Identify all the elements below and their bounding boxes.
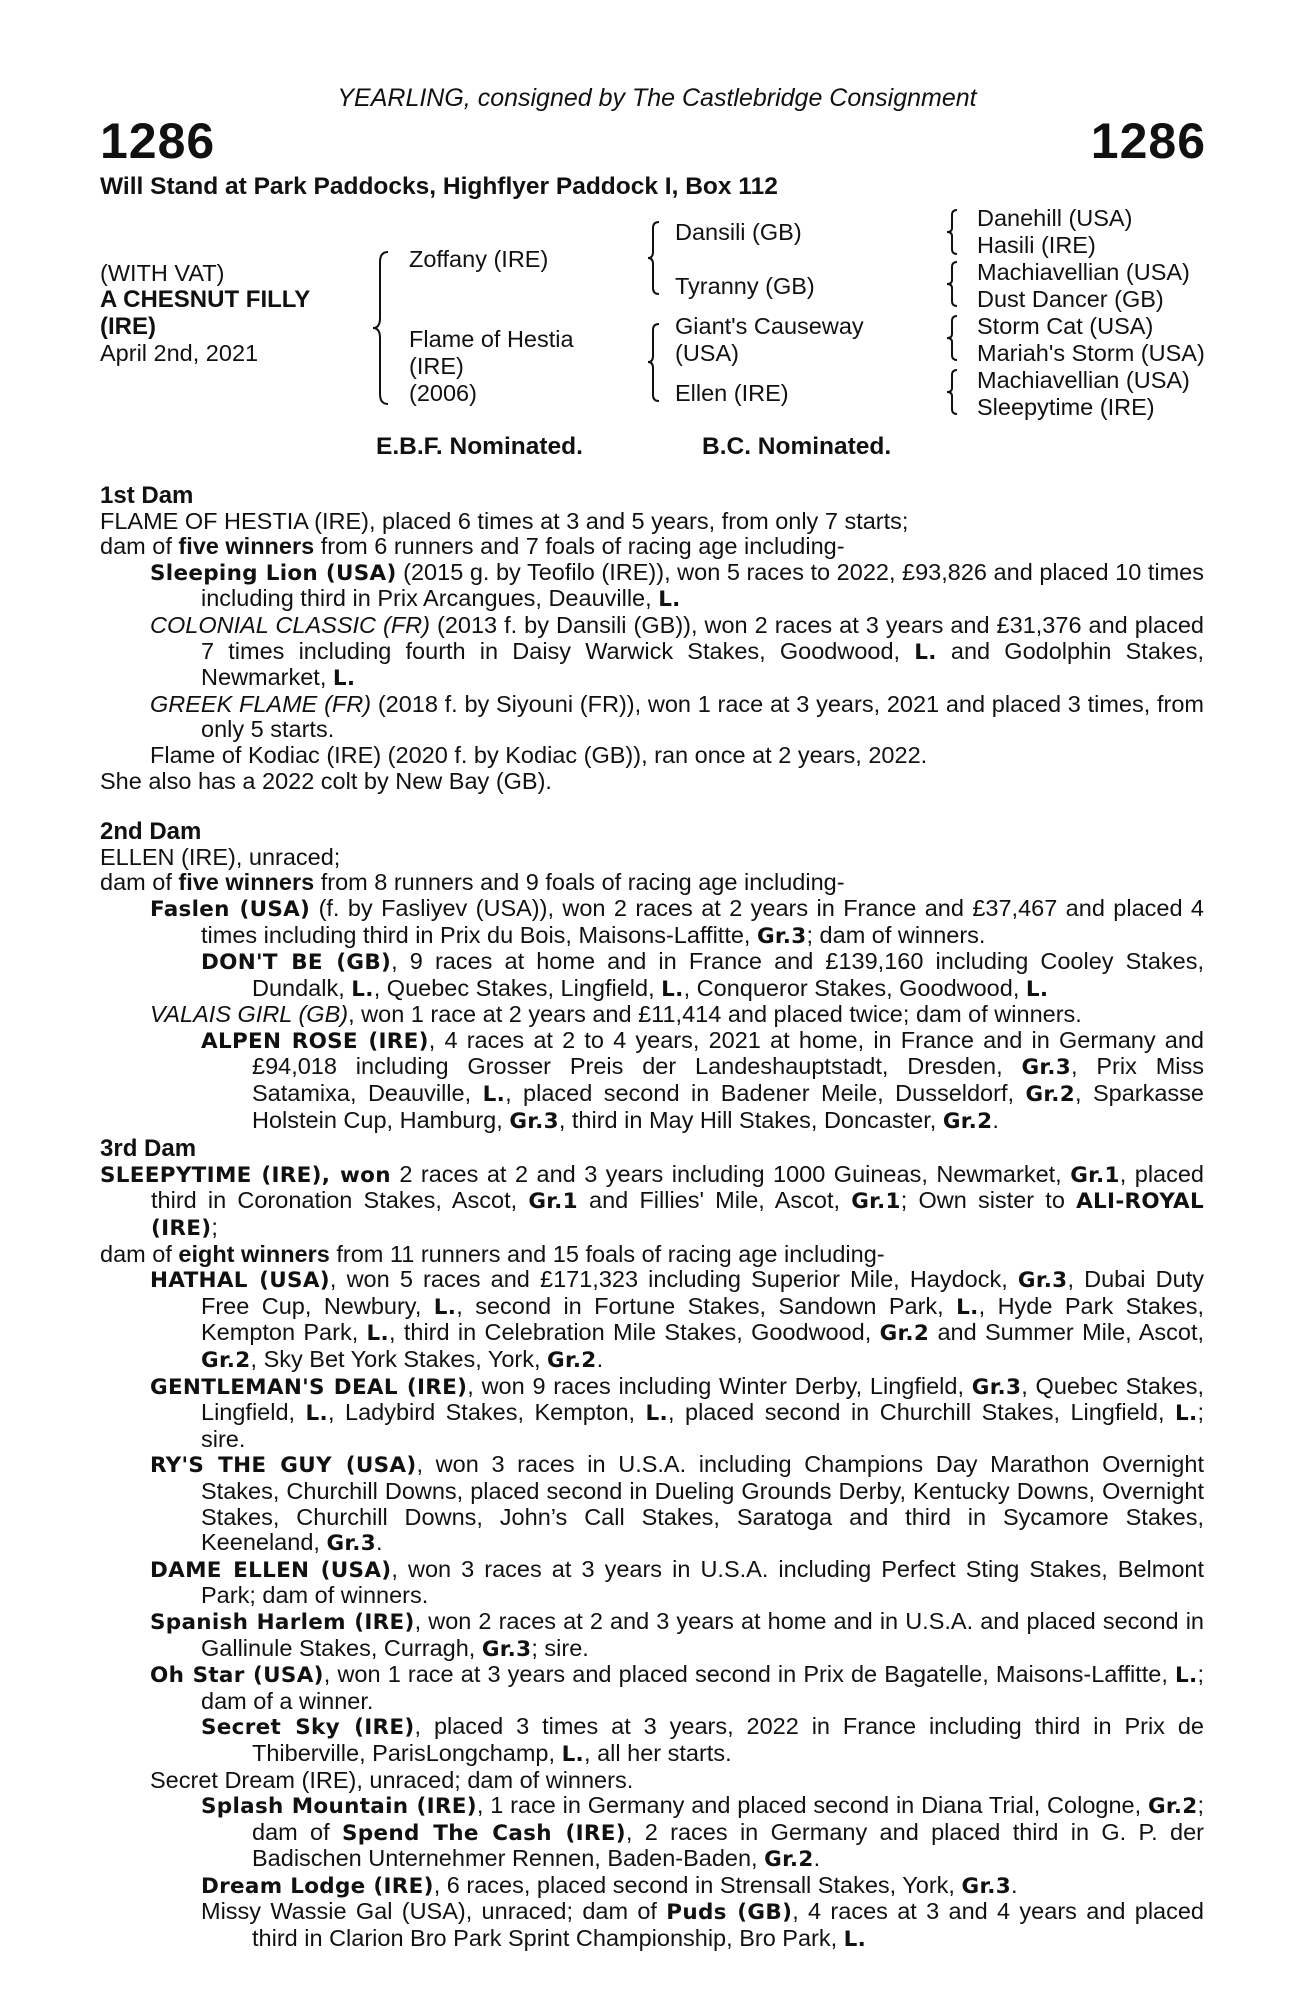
pedigree-dam-line2: (IRE) [409, 353, 464, 379]
second-dam-produce-intro: dam of five winners from 8 runners and 9 foals of racing age including- [100, 869, 845, 896]
first-dam-heading: 1st Dam [100, 482, 194, 509]
foaling-date: April 2nd, 2021 [100, 340, 259, 366]
grand-produce-entry: Dream Lodge (IRE), 6 races, placed second in Strensall Stakes, York, Gr.3. [201, 1871, 1018, 1899]
pedigree-dam-dam: Ellen (IRE) [675, 380, 789, 406]
pedigree-brace-ss [944, 207, 962, 257]
pedigree-gen3-2: Hasili (IRE) [977, 232, 1096, 258]
lot-number-right: 1286 [1090, 113, 1206, 169]
produce-note: She also has a 2022 colt by New Bay (GB). [100, 767, 552, 794]
third-dam-summary: SLEEPYTIME (IRE), won 2 races at 2 and 3 years including 1000 Guineas, Newmarket, Gr.1, placed third in Coronation Stakes, Ascot, Gr.1 and Fillies' Mile, Ascot, Gr.1; Own sister to ALI-ROYAL (IRE); [100, 1160, 1204, 1242]
produce-entry: COLONIAL CLASSIC (FR) (2013 f. by Dansili (GB)), won 2 races at 3 years and £31,376 and placed 7 times including fourth in Daisy Warwick Stakes, Goodwood, L. and Godolphin Stakes, Newmarket, L. [150, 611, 1204, 692]
pedigree-sire: Zoffany (IRE) [409, 246, 549, 272]
grand-produce-entry: Splash Mountain (IRE), 1 race in Germany and placed second in Diana Trial, Cologne, Gr.2; dam of Spend The Cash (IRE), 2 races in Germany and placed third in G. P. der Badischen Unternehmer Rennen, Baden-Baden, Gr.2. [201, 1792, 1204, 1873]
produce-entry: Sleeping Lion (USA) (2015 g. by Teofilo (IRE)), won 5 races to 2022, £93,826 and placed 10 times including third in Prix Arcangues, Deauville, L. [150, 558, 1204, 613]
pedigree-brace-dd [944, 367, 962, 417]
produce-entry: Flame of Kodiac (IRE) (2020 f. by Kodiac (GB)), ran once at 2 years, 2022. [150, 741, 928, 768]
pedigree-gen3-6: Mariah's Storm (USA) [977, 340, 1205, 366]
third-dam-produce-intro: dam of eight winners from 11 runners and 15 foals of racing age including- [100, 1240, 885, 1267]
second-dam-heading: 2nd Dam [100, 818, 202, 846]
pedigree-brace-main [370, 248, 394, 408]
produce-entry: HATHAL (USA), won 5 races and £171,323 including Superior Mile, Haydock, Gr.3, Dubai Duty Free Cup, Newbury, L., second in Fortune Stakes, Sandown Park, L., Hyde Park Stakes, Kempton Park, L., third in Celebration Mile Stakes, Goodwood, Gr.2 and Summer Mile, Ascot, Gr.2, Sky Bet York Stakes, York, Gr.2. [150, 1266, 1205, 1373]
pedigree-dam-line3: (2006) [409, 380, 477, 406]
horse-country: (IRE) [100, 313, 156, 340]
produce-entry: VALAIS GIRL (GB), won 1 race at 2 years and £11,414 and placed twice; dam of winners. [150, 1001, 1082, 1028]
produce-entry: Spanish Harlem (IRE), won 2 races at 2 and 3 years at home and in U.S.A. and placed second in Gallinule Stakes, Curragh, Gr.3; sire. [150, 1607, 1204, 1662]
pedigree-sire-dam: Tyranny (GB) [675, 273, 815, 299]
grand-produce-entry: Missy Wassie Gal (USA), unraced; dam of Puds (GB), 4 races at 3 and 4 years and placed third in Clarion Bro Park Sprint Championship, Bro Park, L. [201, 1898, 1204, 1953]
pedigree-brace-ds [944, 313, 962, 363]
produce-entry: DAME ELLEN (USA), won 3 races at 3 years in U.S.A. including Perfect Sting Stakes, Belmont Park; dam of winners. [150, 1555, 1205, 1609]
pedigree-gen3-7: Machiavellian (USA) [977, 367, 1190, 393]
pedigree-dam-line1: Flame of Hestia [409, 326, 574, 352]
first-dam-produce-intro: dam of five winners from 6 runners and 7 foals of racing age including- [100, 533, 845, 560]
pedigree-dam-sire-line1: Giant's Causeway [675, 313, 864, 339]
pedigree-brace-sd [944, 259, 962, 309]
horse-name: A CHESNUT FILLY [100, 286, 311, 313]
pedigree-gen3-3: Machiavellian (USA) [977, 259, 1190, 285]
ebf-nomination: E.B.F. Nominated. [376, 433, 583, 460]
produce-entry: GENTLEMAN'S DEAL (IRE), won 9 races including Winter Derby, Lingfield, Gr.3, Quebec Stakes, Lingfield, L., Ladybird Stakes, Kempton, L., placed second in Churchill Stakes, Lingfield, L.; sire. [150, 1372, 1204, 1452]
first-dam-summary: FLAME OF HESTIA (IRE), placed 6 times at 3 and 5 years, from only 7 starts; [100, 507, 909, 534]
stabling-line: Will Stand at Park Paddocks, Highflyer Paddock I, Box 112 [100, 173, 778, 200]
pedigree-gen3-5: Storm Cat (USA) [977, 313, 1154, 339]
produce-entry: RY'S THE GUY (USA), won 3 races in U.S.A. including Champions Day Marathon Overnight Stakes, Churchill Downs, placed second in Dueling Grounds Derby, Kentucky Downs, Overnight Stakes, Churchill Downs, John’s Call Stakes, Saratoga and third in Sycamore Stakes, Keeneland, Gr.3. [150, 1451, 1204, 1557]
produce-entry: Oh Star (USA), won 1 race at 3 years and placed second in Prix de Bagatelle, Maisons-Laffitte, L.; dam of a winner. [150, 1661, 1204, 1714]
pedigree-gen3-4: Dust Dancer (GB) [977, 286, 1164, 312]
pedigree-sire-sire: Dansili (GB) [675, 219, 802, 245]
lot-number-left: 1286 [100, 113, 216, 169]
produce-entry: Secret Dream (IRE), unraced; dam of winners. [150, 1766, 634, 1793]
pedigree-gen3-8: Sleepytime (IRE) [977, 394, 1155, 420]
bc-nomination: B.C. Nominated. [702, 433, 892, 460]
third-dam-heading: 3rd Dam [100, 1135, 197, 1163]
pedigree-dam-sire-line2: (USA) [675, 340, 739, 366]
produce-record [100, 483, 1204, 1953]
grand-produce-entry: ALPEN ROSE (IRE), 4 races at 2 to 4 years, 2021 at home, in France and in Germany and £94,018 including Grosser Preis der Landeshauptstadt, Dresden, Gr.3, Prix Miss Satamixa, Deauville, L., placed second in Badener Meile, Dusseldorf, Gr.2, Sparkasse Holstein Cup, Hamburg, Gr.3, third in May Hill Stakes, Doncaster, Gr.2. [201, 1026, 1204, 1134]
pedigree-gen3-1: Danehill (USA) [977, 205, 1133, 231]
pedigree-brace-dam [645, 320, 665, 405]
vat-note: (WITH VAT) [100, 260, 225, 286]
grand-produce-entry: DON'T BE (GB), 9 races at home and in France and £139,160 including Cooley Stakes, Dundalk, L., Quebec Stakes, Lingfield, L., Conqueror Stakes, Goodwood, L. [201, 948, 1204, 1002]
second-dam-summary: ELLEN (IRE), unraced; [100, 843, 341, 870]
grand-produce-entry: Secret Sky (IRE), placed 3 times at 3 years, 2022 in France including third in Prix de Thiberville, ParisLongchamp, L., all her starts. [201, 1713, 1204, 1767]
pedigree-brace-sire [645, 218, 665, 298]
consignment-line: YEARLING, consigned by The Castlebridge Consignment [337, 84, 977, 112]
produce-entry: Faslen (USA) (f. by Fasliyev (USA)), won 2 races at 2 years in France and £37,467 and placed 4 times including third in Prix du Bois, Maisons-Laffitte, Gr.3; dam of winners. [150, 894, 1204, 949]
produce-entry: GREEK FLAME (FR) (2018 f. by Siyouni (FR)), won 1 race at 3 years, 2021 and placed 3 times, from only 5 starts. [150, 690, 1204, 743]
